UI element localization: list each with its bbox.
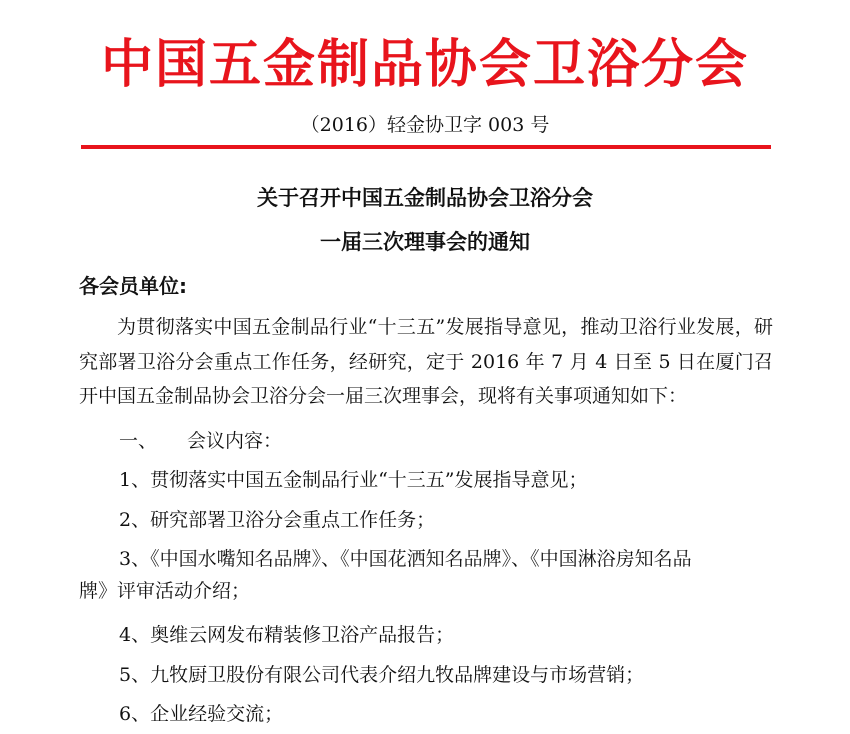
red-divider-rule	[81, 145, 771, 149]
agenda-item-1: 1、贯彻落实中国五金制品行业“十三五”发展指导意见；	[119, 469, 588, 491]
notice-title-line-2: 一届三次理事会的通知	[320, 230, 530, 254]
agenda-item-4: 4、奥维云网发布精装修卫浴产品报告；	[119, 624, 455, 646]
agenda-item-3-line-2: 牌》评审活动介绍；	[79, 580, 251, 602]
agenda-item-2: 2、研究部署卫浴分会重点工作任务；	[119, 509, 436, 531]
agenda-item-3	[79, 543, 775, 607]
agenda-item-3-line-1: 3、《中国水嘴知名品牌》、《中国花洒知名品牌》、《中国淋浴房知名品	[119, 548, 692, 570]
section-number: 一、	[119, 430, 158, 452]
letterhead-org-name: 中国五金制品协会卫浴分会	[100, 34, 749, 95]
section-heading-meeting-content	[119, 426, 282, 456]
agenda-item-5: 5、九牧厨卫股份有限公司代表介绍九牧品牌建设与市场营销；	[119, 664, 645, 686]
section-title: 会议内容：	[187, 430, 283, 452]
salutation: 各会员单位:	[79, 274, 187, 298]
agenda-item-6: 6、企业经验交流；	[119, 703, 284, 725]
intro-paragraph: 为贯彻落实中国五金制品行业“十三五”发展指导意见，推动卫浴行业发展，研究部署卫浴分会重点工作任务，经研究，定于 2016 年 7 月 4 日至 5 日在厦门召开中国五金制品协会卫浴分会一届三次理事会，现将有关事项通知如下：	[79, 316, 773, 407]
notice-title-line-1: 关于召开中国五金制品协会卫浴分会	[257, 186, 593, 210]
document-number: （2016）轻金协卫字 003 号	[300, 114, 550, 136]
